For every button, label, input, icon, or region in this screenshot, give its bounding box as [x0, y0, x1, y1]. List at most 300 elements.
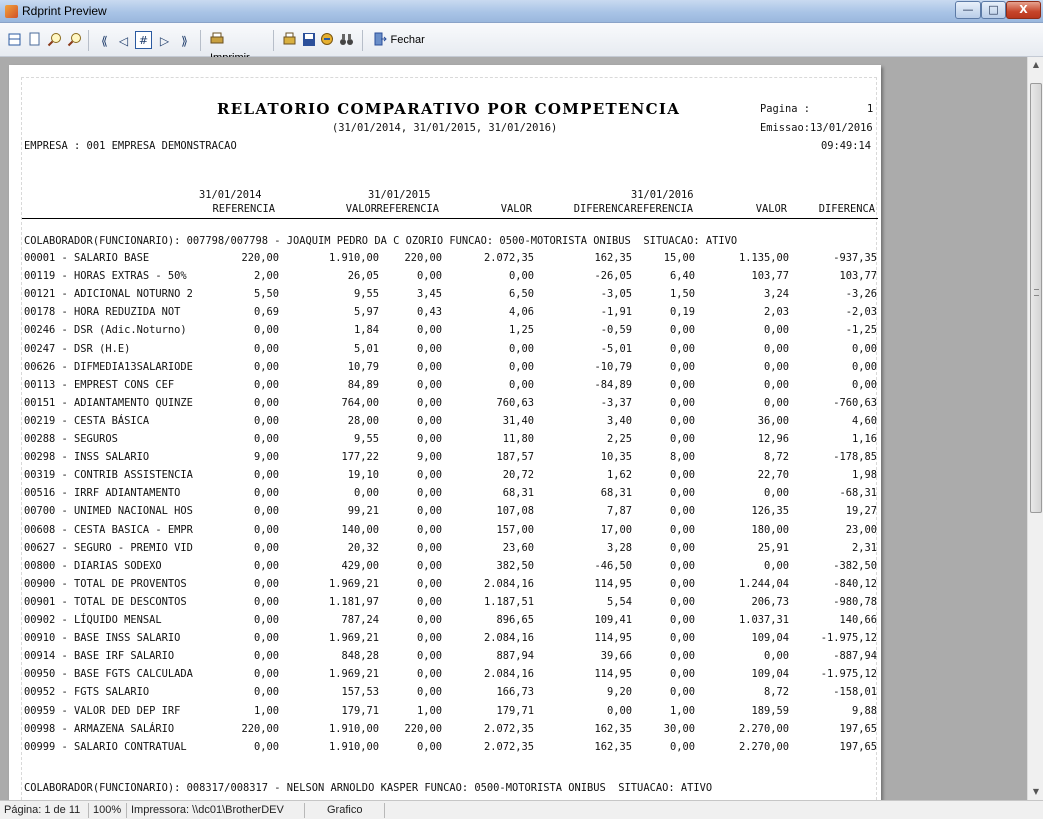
row-label: 00247 - DSR (H.E)	[24, 342, 131, 355]
row-label: 00627 - SEGURO - PREMIO VID	[24, 541, 193, 554]
row-label: 00900 - TOTAL DE PROVENTOS	[24, 577, 187, 590]
row-value: 0,00	[669, 740, 695, 753]
row-value: 166,73	[496, 686, 534, 699]
row-value: 0,00	[253, 614, 279, 626]
table-row	[24, 614, 878, 627]
row-value: 0,00	[851, 360, 877, 373]
row-value: 429,00	[341, 559, 379, 572]
period-header: 31/01/2016	[631, 189, 694, 201]
row-value: 2.270,00	[738, 740, 789, 753]
status-bar	[0, 800, 1043, 819]
open-icon	[320, 32, 335, 47]
row-value: -1,91	[600, 306, 632, 319]
row-value: 28,00	[347, 414, 379, 427]
row-label: 00119 - HORAS EXTRAS - 50%	[24, 270, 187, 283]
row-value: 2.084,16	[483, 577, 534, 590]
table-row	[24, 505, 878, 518]
row-value: 220,00	[404, 722, 442, 735]
row-value: 0,00	[253, 668, 279, 681]
column-header: REFERENCIA	[212, 203, 275, 215]
row-label: 00219 - CESTA BÁSICA	[24, 414, 150, 427]
row-value: 0,00	[353, 487, 379, 500]
row-value: -3,37	[600, 396, 632, 409]
table-row	[24, 487, 878, 500]
row-value: 162,35	[594, 252, 632, 264]
row-value: 0,00	[253, 342, 279, 355]
previous-page-button[interactable]	[115, 31, 132, 49]
table-row	[24, 252, 878, 265]
row-value: 9,88	[851, 704, 877, 717]
maximize-button[interactable]: □	[981, 1, 1006, 19]
row-value: 162,35	[594, 722, 632, 735]
row-value: -2,03	[845, 306, 877, 319]
row-value: 0,00	[669, 541, 695, 554]
row-value: 1,50	[669, 288, 695, 301]
row-value: 887,94	[496, 650, 534, 663]
go-to-page-button[interactable]	[135, 31, 152, 49]
row-label: 00959 - VALOR DED DEP IRF	[24, 704, 181, 717]
row-value: 3,45	[416, 288, 442, 301]
employee-header: COLABORADOR(FUNCIONARIO): 007798/007798 - JOAQUIM PEDRO DA C OZORIO FUNCAO: 0500-MOTORISTA ONIBUS SITUACAO: ATIVO	[24, 235, 738, 247]
row-value: 162,35	[594, 740, 632, 753]
row-value: 0,00	[253, 523, 279, 536]
row-value: 0,00	[253, 396, 279, 409]
period-header: 31/01/2014	[199, 189, 262, 201]
emission-time: 09:49:14	[821, 140, 872, 152]
row-value: 177,22	[341, 451, 379, 464]
row-value: 382,50	[496, 559, 534, 572]
row-value: 0,00	[253, 740, 279, 753]
row-value: 0,00	[253, 686, 279, 699]
column-header: REFERENCIA	[376, 203, 439, 215]
row-label: 00516 - IRRF ADIANTAMENTO	[24, 487, 181, 500]
table-row	[24, 560, 878, 573]
close-preview-button[interactable]	[374, 31, 430, 49]
row-value: 0,00	[669, 686, 695, 699]
row-value: 4,06	[508, 306, 534, 319]
row-value: 0,00	[416, 414, 442, 427]
row-value: 1,00	[416, 704, 442, 717]
print-button[interactable]	[210, 31, 266, 49]
scroll-down-arrow-icon[interactable]: ▼	[1032, 787, 1040, 796]
table-row	[24, 686, 878, 699]
row-value: 2.072,35	[483, 252, 534, 264]
row-value: 6,40	[669, 270, 695, 283]
row-value: 197,65	[839, 722, 877, 735]
row-label: 00998 - ARMAZENA SALÁRIO	[24, 722, 175, 735]
row-value: 0,00	[669, 360, 695, 373]
row-value: 9,20	[606, 686, 632, 699]
row-value: 4,60	[851, 414, 877, 427]
row-value: 1,16	[851, 433, 877, 445]
row-value: 1.037,31	[738, 614, 789, 626]
row-value: 2.084,16	[483, 668, 534, 681]
emission-date: Emissao:13/01/2016	[760, 122, 873, 134]
row-value: -68,31	[839, 487, 877, 500]
table-row	[24, 433, 878, 446]
table-row	[24, 306, 878, 319]
row-label: 00800 - DIARIAS SODEXO	[24, 559, 162, 572]
row-value: 26,05	[347, 270, 379, 283]
close-preview-label: Fechar	[390, 34, 425, 46]
row-value: 0,00	[763, 342, 789, 355]
next-page-button[interactable]	[156, 31, 173, 49]
row-value: 189,59	[751, 704, 789, 717]
table-row	[24, 632, 878, 645]
row-value: 25,91	[757, 541, 789, 554]
table-row	[24, 469, 878, 482]
row-value: 7,87	[606, 505, 632, 518]
zoom-in-icon	[47, 32, 62, 47]
row-value: 1.969,21	[328, 577, 379, 590]
row-value: 9,00	[416, 451, 442, 464]
row-label: 00121 - ADICIONAL NOTURNO 2	[24, 288, 193, 301]
row-value: -3,05	[600, 288, 632, 301]
table-row	[24, 542, 878, 555]
row-value: 31,40	[502, 414, 534, 427]
column-header: DIFERENCA	[573, 203, 630, 215]
previous-page-icon: ◁	[118, 34, 129, 48]
toolbar	[0, 23, 1043, 57]
row-value: 0,00	[416, 342, 442, 355]
row-value: 0,00	[669, 396, 695, 409]
row-value: 2,03	[763, 306, 789, 319]
row-value: -178,85	[833, 451, 877, 464]
row-value: 5,97	[353, 306, 379, 319]
column-header: DIFERENCA	[818, 203, 875, 215]
column-header: VALOR	[345, 203, 377, 215]
row-value: 0,00	[416, 577, 442, 590]
binoculars-icon	[339, 32, 354, 47]
first-page-button[interactable]	[96, 31, 113, 49]
row-value: 0,00	[253, 541, 279, 554]
zoom-in-button[interactable]	[46, 31, 63, 49]
row-value: 114,95	[594, 632, 632, 645]
row-value: 0,00	[253, 650, 279, 663]
printer-icon	[210, 32, 224, 46]
row-value: 109,04	[751, 668, 789, 681]
open-button[interactable]	[319, 31, 336, 49]
row-value: 30,00	[663, 722, 695, 735]
row-value: -382,50	[833, 559, 877, 572]
zoom-out-button[interactable]	[66, 31, 83, 49]
company-line: EMPRESA : 001 EMPRESA DEMONSTRACAO	[24, 140, 237, 152]
row-value: 1.910,00	[328, 740, 379, 753]
row-value: 787,24	[341, 614, 379, 626]
table-row	[24, 397, 878, 410]
row-value: 0,00	[669, 414, 695, 427]
row-value: 0,00	[851, 342, 877, 355]
minimize-button[interactable]: —	[955, 1, 981, 19]
row-value: 20,32	[347, 541, 379, 554]
row-value: -1.975,12	[820, 632, 877, 645]
row-value: -158,01	[833, 686, 877, 699]
row-value: 23,60	[502, 541, 534, 554]
row-value: 0,00	[416, 487, 442, 500]
zoom-out-icon	[67, 32, 82, 47]
status-page: Página: 1 de 11	[0, 803, 89, 818]
row-value: 15,00	[663, 252, 695, 264]
column-header: VALOR	[500, 203, 532, 215]
row-value: 1,84	[353, 324, 379, 337]
row-label: 00999 - SALARIO CONTRATUAL	[24, 740, 187, 753]
employee-header: COLABORADOR(FUNCIONARIO): 008317/008317 - NELSON ARNOLDO KASPER FUNCAO: 0500-MOTORISTA ONIBUS SITUACAO: ATIVO	[24, 782, 713, 794]
row-value: 180,00	[751, 523, 789, 536]
row-value: -840,12	[833, 577, 877, 590]
row-label: 00319 - CONTRIB ASSISTENCIA	[24, 469, 193, 482]
row-value: -1,25	[845, 324, 877, 337]
row-value: 220,00	[404, 252, 442, 264]
row-value: 764,00	[341, 396, 379, 409]
vertical-scrollbar[interactable]	[1027, 57, 1043, 800]
row-value: 0,00	[416, 396, 442, 409]
page-number-icon: #	[138, 34, 149, 47]
table-row	[24, 723, 878, 736]
row-value: 17,00	[600, 523, 632, 536]
row-value: 2.270,00	[738, 722, 789, 735]
row-value: -937,35	[833, 252, 877, 264]
row-value: 0,00	[851, 378, 877, 391]
row-value: -760,63	[833, 396, 877, 409]
row-value: 0,00	[416, 740, 442, 753]
table-row	[24, 270, 878, 283]
row-value: 36,00	[757, 414, 789, 427]
next-page-icon: ▷	[159, 34, 170, 48]
table-row	[24, 650, 878, 663]
row-value: 848,28	[341, 650, 379, 663]
row-value: -46,50	[594, 559, 632, 572]
row-value: 157,53	[341, 686, 379, 699]
row-value: 0,00	[416, 433, 442, 445]
row-label: 00952 - FGTS SALARIO	[24, 686, 150, 699]
last-page-button[interactable]	[176, 31, 193, 49]
row-value: 2.084,16	[483, 632, 534, 645]
table-row	[24, 343, 878, 356]
setup-button[interactable]	[281, 31, 298, 49]
preview-workspace	[0, 57, 1027, 800]
row-value: -3,26	[845, 288, 877, 301]
row-value: 9,55	[353, 433, 379, 445]
row-value: -5,01	[600, 342, 632, 355]
column-header: REFERENCIA	[630, 203, 693, 215]
row-value: 0,00	[606, 704, 632, 717]
row-value: 0,00	[253, 378, 279, 391]
row-value: 0,00	[253, 414, 279, 427]
row-value: 3,24	[763, 288, 789, 301]
row-value: 0,00	[669, 378, 695, 391]
row-value: 0,00	[669, 632, 695, 645]
row-value: 0,00	[669, 559, 695, 572]
row-value: 19,27	[845, 505, 877, 518]
row-value: -26,05	[594, 270, 632, 283]
table-row	[24, 596, 878, 609]
row-value: 0,00	[669, 469, 695, 482]
row-value: 8,00	[669, 451, 695, 464]
row-value: 0,00	[763, 396, 789, 409]
row-value: 0,00	[508, 360, 534, 373]
page-number: 1	[867, 103, 874, 115]
row-value: 5,01	[353, 342, 379, 355]
row-value: 0,00	[763, 378, 789, 391]
floppy-disk-icon	[301, 32, 316, 47]
row-value: 0,00	[763, 559, 789, 572]
table-row	[24, 288, 878, 301]
exit-door-icon	[374, 32, 387, 46]
row-value: 107,08	[496, 505, 534, 518]
row-value: -10,79	[594, 360, 632, 373]
report-page	[9, 65, 881, 805]
save-button[interactable]	[300, 31, 317, 49]
row-value: 0,00	[416, 541, 442, 554]
row-value: 0,00	[253, 595, 279, 608]
window-title: Rdprint Preview	[22, 4, 107, 18]
row-value: 197,65	[839, 740, 877, 753]
status-printer: Impressora: \\dc01\BrotherDEV	[127, 803, 305, 818]
row-value: 9,00	[253, 451, 279, 464]
period-header: 31/01/2015	[368, 189, 431, 201]
row-value: 6,50	[508, 288, 534, 301]
row-value: 103,77	[839, 270, 877, 283]
row-value: 0,00	[669, 523, 695, 536]
row-value: 2.072,35	[483, 740, 534, 753]
row-value: 0,00	[669, 433, 695, 445]
row-value: 103,77	[751, 270, 789, 283]
row-value: 0,00	[508, 378, 534, 391]
first-page-icon: ⟪	[101, 34, 108, 48]
row-value: 0,00	[416, 505, 442, 518]
fit-page-icon	[7, 32, 22, 47]
row-value: -1.975,12	[820, 668, 877, 681]
row-value: 19,10	[347, 469, 379, 482]
row-value: 0,00	[416, 469, 442, 482]
page-label: Pagina :	[760, 103, 811, 115]
row-value: 2,31	[851, 541, 877, 554]
row-value: 0,00	[508, 342, 534, 355]
row-value: 0,00	[253, 632, 279, 645]
row-value: 220,00	[241, 722, 279, 735]
row-label: 00178 - HORA REDUZIDA NOT	[24, 306, 181, 319]
status-zoom: 100%	[89, 803, 127, 818]
row-value: 0,00	[416, 324, 442, 337]
row-value: 0,00	[669, 577, 695, 590]
fit-page-button[interactable]	[6, 31, 23, 49]
row-label: 00298 - INSS SALARIO	[24, 451, 150, 464]
table-row	[24, 524, 878, 537]
row-value: 0,00	[253, 360, 279, 373]
row-value: 1.969,21	[328, 668, 379, 681]
full-page-button[interactable]	[26, 31, 43, 49]
row-value: 0,00	[416, 650, 442, 663]
row-value: 0,00	[416, 686, 442, 699]
row-value: 0,00	[416, 378, 442, 391]
row-value: 1,98	[851, 469, 877, 482]
row-value: 0,00	[253, 505, 279, 518]
row-value: 1,25	[508, 324, 534, 337]
row-label: 00246 - DSR (Adic.Noturno)	[24, 324, 187, 337]
table-row	[24, 705, 878, 718]
table-row	[24, 361, 878, 374]
row-value: 2,00	[253, 270, 279, 283]
row-label: 00151 - ADIANTAMENTO QUINZE	[24, 396, 193, 409]
row-value: 1.910,00	[328, 252, 379, 264]
row-value: 68,31	[502, 487, 534, 500]
row-value: 0,00	[253, 469, 279, 482]
scroll-up-arrow-icon[interactable]: ▲	[1032, 60, 1040, 69]
row-value: 84,89	[347, 378, 379, 391]
row-label: 00113 - EMPREST CONS CEF	[24, 378, 175, 391]
row-value: 0,00	[416, 270, 442, 283]
row-value: 0,00	[416, 632, 442, 645]
column-header: VALOR	[755, 203, 787, 215]
row-label: 00902 - LÍQUIDO MENSAL	[24, 614, 162, 626]
row-value: 0,00	[669, 505, 695, 518]
close-window-button[interactable]: X	[1006, 1, 1041, 19]
row-value: 3,40	[606, 414, 632, 427]
row-value: 109,04	[751, 632, 789, 645]
row-value: 0,00	[763, 650, 789, 663]
row-value: 1,62	[606, 469, 632, 482]
row-value: 206,73	[751, 595, 789, 608]
row-label: 00914 - BASE IRF SALARIO	[24, 650, 175, 663]
row-value: 220,00	[241, 252, 279, 264]
row-value: -887,94	[833, 650, 877, 663]
row-value: 9,55	[353, 288, 379, 301]
header-divider	[22, 218, 878, 219]
scroll-thumb[interactable]	[1030, 83, 1042, 513]
row-value: 0,00	[253, 577, 279, 590]
printer-setup-icon	[282, 32, 297, 47]
row-value: 0,00	[253, 324, 279, 337]
row-value: -84,89	[594, 378, 632, 391]
row-value: 10,35	[600, 451, 632, 464]
row-value: 0,00	[416, 559, 442, 572]
row-value: 2,25	[606, 433, 632, 445]
report-title: RELATORIO COMPARATIVO POR COMPETENCIA	[217, 100, 681, 118]
row-value: 1.181,97	[328, 595, 379, 608]
row-value: 1.187,51	[483, 595, 534, 608]
row-value: 0,00	[253, 487, 279, 500]
row-value: 1.910,00	[328, 722, 379, 735]
row-label: 00001 - SALARIO BASE	[24, 252, 150, 264]
row-value: 760,63	[496, 396, 534, 409]
row-value: 179,71	[496, 704, 534, 717]
table-row	[24, 379, 878, 392]
row-value: 0,00	[253, 433, 279, 445]
row-value: 0,00	[253, 559, 279, 572]
row-value: 0,00	[669, 650, 695, 663]
row-value: 0,00	[508, 270, 534, 283]
row-value: 1.969,21	[328, 632, 379, 645]
row-value: 8,72	[763, 451, 789, 464]
app-icon	[5, 5, 18, 18]
row-value: 10,79	[347, 360, 379, 373]
row-value: 12,96	[757, 433, 789, 445]
table-row	[24, 578, 878, 591]
row-value: 126,35	[751, 505, 789, 518]
table-row	[24, 741, 878, 754]
row-label: 00950 - BASE FGTS CALCULADA	[24, 668, 193, 681]
row-value: 0,43	[416, 306, 442, 319]
row-value: 140,00	[341, 523, 379, 536]
row-value: 23,00	[845, 523, 877, 536]
row-value: 1.244,04	[738, 577, 789, 590]
row-value: 1.135,00	[738, 252, 789, 264]
row-value: 5,50	[253, 288, 279, 301]
find-button[interactable]	[338, 31, 355, 49]
row-value: 1,00	[669, 704, 695, 717]
row-value: -980,78	[833, 595, 877, 608]
table-row	[24, 324, 878, 337]
